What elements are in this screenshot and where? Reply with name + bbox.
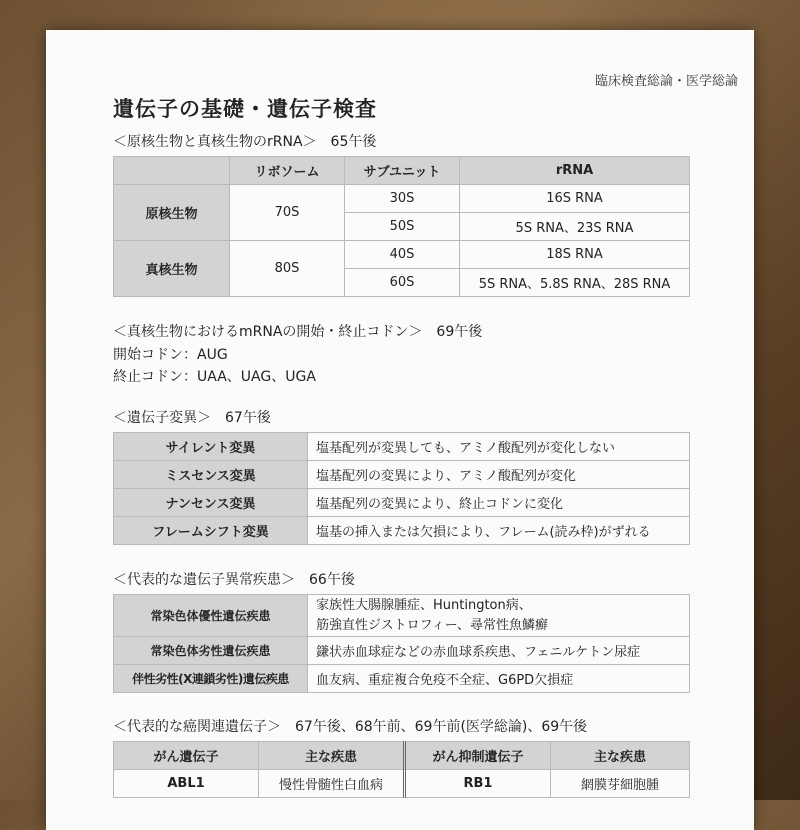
mutation-name: ナンセンス変異 [114,489,308,517]
mutation-desc: 塩基配列の変異により、終止コドンに変化 [308,489,690,517]
mutation-table [113,432,690,545]
disease-year: 66午後 [309,572,355,588]
mutation-heading [113,407,271,427]
stop-codon: 終止コドン：UAA、UAG、UGA [113,369,316,385]
rrna-header-ribosome: リボソーム [230,157,345,185]
cancer-header: 主な疾患 [551,742,690,770]
ribosome-70s: 70S [230,185,345,241]
rrna-cell: 16S RNA [460,185,690,213]
suppressor-cell: RB1 [405,770,551,798]
disease-category: 常染色体劣性遺伝疾患 [114,637,308,665]
page-title: 遺伝子の基礎・遺伝子検査 [113,97,377,121]
subunit-cell: 40S [345,241,460,269]
rrna-table [113,156,690,297]
disease-heading [113,569,355,589]
supp-disease-cell: 網膜芽細胞腫 [551,770,690,798]
onco-disease-cell: 慢性骨髄性白血病 [259,770,405,798]
mutation-year: 67午後 [225,410,271,426]
cancer-header: 主な疾患 [259,742,405,770]
rrna-cell: 18S RNA [460,241,690,269]
disease-desc-line: 家族性大腸腺腫症、Huntington病、 [316,597,532,613]
rrna-cell: 5S RNA、5.8S RNA、28S RNA [460,269,690,297]
disease-desc: 血友病、重症複合免疫不全症、G6PD欠損症 [308,665,690,693]
disease-category: 伴性劣性(X連鎖劣性)遺伝疾患 [114,665,308,693]
cancer-year: 67午後、68午前、69午前(医学総論)、69午後 [295,719,588,735]
rrna-heading [113,131,376,151]
disease-heading-text: ＜代表的な遺伝子異常疾患＞ [113,572,295,588]
rrna-heading-text: ＜原核生物と真核生物のrRNA＞ [113,134,317,150]
mutation-heading-text: ＜遺伝子変異＞ [113,410,211,426]
cancer-header: がん遺伝子 [114,742,259,770]
cancer-table [113,741,690,798]
rrna-header-rrna: rRNA [460,157,690,185]
subject-label: 臨床検査総論・医学総論 [594,74,738,89]
rrna-year: 65午後 [330,134,377,150]
rrna-header-blank [114,157,230,185]
mutation-desc: 塩基配列の変異により、アミノ酸配列が変化 [308,461,690,489]
rrna-cell: 5S RNA、23S RNA [460,213,690,241]
mutation-desc: 塩基の挿入または欠損により、フレーム(読み枠)がずれる [308,517,690,545]
subunit-cell: 50S [345,213,460,241]
start-codon: 開始コドン：AUG [113,347,228,363]
disease-table [113,594,690,693]
cancer-heading-text: ＜代表的な癌関連遺伝子＞ [113,719,281,735]
codon-heading [113,321,482,341]
rrna-header-subunit: サブユニット [345,157,460,185]
cancer-header: がん抑制遺伝子 [405,742,551,770]
mutation-desc: 塩基配列が変異しても、アミノ酸配列が変化しない [308,433,690,461]
organism-eukaryote: 真核生物 [114,241,230,297]
mutation-name: ミスセンス変異 [114,461,308,489]
disease-desc-line: 筋強直性ジストロフィー、尋常性魚鱗癬 [316,617,549,633]
ribosome-80s: 80S [230,241,345,297]
disease-category: 常染色体優性遺伝疾患 [114,595,308,637]
organism-prokaryote: 原核生物 [114,185,230,241]
cancer-heading [113,716,587,736]
codon-year: 69午後 [436,324,483,340]
codon-heading-text: ＜真核生物におけるmRNAの開始・終止コドン＞ [113,324,423,340]
mutation-name: フレームシフト変異 [114,517,308,545]
subunit-cell: 60S [345,269,460,297]
disease-desc: 鎌状赤血球症などの赤血球系疾患、フェニルケトン尿症 [308,637,690,665]
mutation-name: サイレント変異 [114,433,308,461]
subunit-cell: 30S [345,185,460,213]
disease-desc [308,595,690,637]
oncogene-cell: ABL1 [114,770,259,798]
